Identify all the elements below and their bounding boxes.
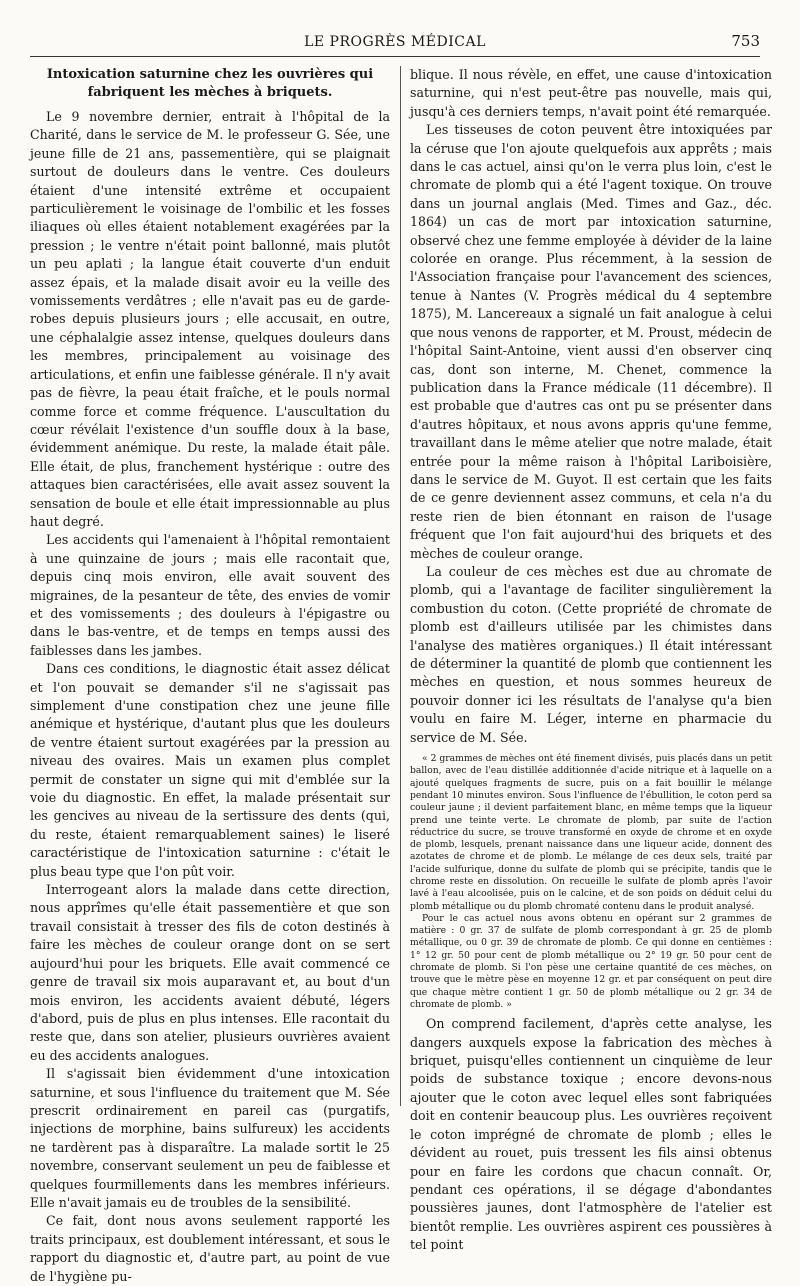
paragraph: Ce fait, dont nous avons seulement rapporté les traits principaux, est doublement intéressant, et sous le rapport du diagnostic et, d'autre part, au point de vue de l'hygiène pu- <box>30 1213 390 1284</box>
paragraph: Dans ces conditions, le diagnostic était assez délicat et l'on pouvait se demander s'il ne s'agissait pas simplement d'une constipation chez une jeune fille anémique et hystérique, d'autant plus que les douleurs de ventre étaient surtout exagérées par la pression au niveau des ovaires. Mais un examen plus complet permit de constater un signe qui mit d'emblée sur la voie du diagnostic. En effet, la malade présentait sur les gencives au niveau de la sertissure des dents (qui, du reste, étaient remarquablement saines) le liseré caractéristique de l'intoxication saturnine : c'était le plus beau type que l'on pût voir. <box>30 661 390 879</box>
paragraph: Le 9 novembre dernier, entrait à l'hôpital de la Charité, dans le service de M. le professeur G. Sée, une jeune fille de 21 ans, passementière, qui se plaignait surtout de douleurs dans le ventre. Ces douleurs étaient d'une intensité extrême et occupaient particulièrement le voisinage de l'ombilic et les fosses iliaques où elles étaient notablement exagérées par la pression ; le ventre n'était point ballonné, mais plutôt un peu aplati ; la langue était couverte d'un enduit assez épais, et la malade disait avoir eu la veille des vomissements verdâtres ; elle n'avait pas eu de garde-robes depuis plusieurs jours ; elle accusait, en outre, une céphalalgie assez intense, quelques douleurs dans les membres, principalement au voisinage des articulations, et enfin une faiblesse générale. Il n'y avait pas de fièvre, la peau était fraîche, et le pouls normal comme force et comme fréquence. L'auscultation du cœur révélait l'existence d'un souffle doux à la base, évidemment anémique. Du reste, la malade était pâle. Elle était, de plus, franchement hystérique : outre des attaques bien caractérisées, elle avait assez souvent la sensation de boule et elle était impressionnable au plus haut degré. <box>30 109 390 529</box>
paragraph: La couleur de ces mèches est due au chromate de plomb, qui a l'avantage de faciliter singulièrement la combustion du coton. (Cette propriété de chromate de plomb est d'ailleurs utilisée par les chimistes dans l'analyse des matières organiques.) Il était intéressant de déterminer la quantité de plomb que contiennent les mèches en question, et nous sommes heureux de pouvoir donner ici les résultats de l'analyse qu'a bien voulu en faire M. Léger, interne en pharmacie du service de M. Sée. <box>410 563 772 745</box>
page-header <box>30 30 760 57</box>
paragraph: Il s'agissait bien évidemment d'une intoxication saturnine, et sous l'influence du traitement que M. Sée prescrit ordinairement en pareil cas (purgatifs, injections de morphine, bains sulfureux) les accidents ne tardèrent pas à disparaître. La malade sortit le 25 novembre, conservant seulement un peu de faiblesse et quelques fourmillements dans les membres inférieurs. Elle n'avait jamais eu de troubles de la sensibilité. <box>30 1066 390 1210</box>
note-paragraph: Pour le cas actuel nous avons obtenu en opérant sur 2 grammes de matière : 0 gr. 37 de sulfate de plomb correspondant à gr. 25 de plomb métallique, ou 0 gr. 39 de chromate de plomb. Ce qui donne en centièmes : 1° 12 gr. 50 pour cent de plomb métallique ou 2° 19 gr. 50 pour cent de chromate de plomb. Si l'on pèse une certaine quantité de ces mèches, on trouve que le mètre pèse en moyenne 12 gr. et par conséquent on peut dire que chaque mètre contient 1 gr. 50 de plomb métallique ou 2 gr. 34 de chromate de plomb. » <box>410 912 772 1010</box>
running-title: LE PROGRÈS MÉDICAL <box>304 34 486 50</box>
page-number: 753 <box>731 32 760 50</box>
right-column <box>410 66 772 1253</box>
article-title: Intoxication saturnine chez les ouvrières qui fabriquent les mèches à briquets. <box>46 67 374 100</box>
paragraph: blique. Il nous révèle, en effet, une cause d'intoxication saturnine, qui n'est peut-être pas nouvelle, mais qui, jusqu'à ces derniers temps, n'avait point été remarquée. <box>410 67 772 119</box>
column-divider <box>400 66 401 1106</box>
paragraph: Les tisseuses de coton peuvent être intoxiquées par la céruse que l'on ajoute quelquefois aux apprêts ; mais dans le cas actuel, ainsi qu'on le verra plus loin, c'est le chromate de plomb qui a été l'agent toxique. On trouve dans un journal anglais (Med. Times and Gaz., déc. 1864) un cas de mort par intoxication saturnine, observé chez une femme employée à dévider de la laine colorée en orange. Plus récemment, à la session de l'Association française pour l'avancement des sciences, tenue à Nantes (V. Progrès médical du 4 septembre 1875), M. Lancereaux a signalé un fait analogue à celui que nous venons de rapporter, et M. Proust, médecin de l'hôpital Saint-Antoine, vient aussi d'en observer cinq cas, dont son interne, M. Chenet, commence la publication dans la France médicale (11 décembre). Il est probable que d'autres cas ont pu se présenter dans d'autres hôpitaux, et nous avons appris qu'une femme, travaillant dans le même atelier que notre malade, était entrée pour la même raison à l'hôpital Lariboisière, dans le service de M. Guyot. Il est certain que les faits de ce genre deviennent assez communs, et cela n'a du reste rien de bien étonnant en raison de l'usage fréquent que l'on fait aujourd'hui des briquets et des mèches de couleur orange. <box>410 122 772 561</box>
note-paragraph: « 2 grammes de mèches ont été finement divisés, puis placés dans un petit ballon, avec de l'eau distillée additionnée d'acide nitrique et à laquelle on a ajouté quelques fragments de sucre, puis on a fait bouillir le mélange pendant 10 minutes environ. Sous l'influence de l'ébullition, le coton perd sa couleur jaune ; il devient parfaitement blanc, en même temps que la liqueur prend une teinte verte. Le chromate de plomb, par suite de l'action réductrice du sucre, se trouve transformé en oxyde de chrome et en oxyde de plomb, lesquels, prenant naissance dans une liqueur acide, donnent des azotates de chrome et de plomb. Le mélange de ces deux sels, traité par l'acide sulfurique, donne du sulfate de plomb qui se précipite, tandis que le chrome reste en dissolution. On recueille le sulfate de plomb après l'avoir lavé à l'eau alcoolisée, puis on le calcine, et de son poids on déduit celui du plomb métallique ou du plomb chromaté contenu dans le produit analysé. <box>410 753 772 912</box>
paragraph: Les accidents qui l'amenaient à l'hôpital remontaient à une quinzaine de jours ; mais elle racontait que, depuis cinq mois environ, elle avait souvent des migraines, de la pesanteur de tête, des envies de vomir et des vomissements ; des douleurs à l'épigastre ou dans le bas-ventre, et de temps en temps aussi des faiblesses dans les jambes. <box>30 532 390 658</box>
left-column <box>30 66 390 1284</box>
paragraph: Interrogeant alors la malade dans cette direction, nous apprîmes qu'elle était passementière et que son travail consistait à tresser des fils de coton destinés à faire les mèches de couleur orange dont on se sert aujourd'hui pour les briquets. Elle avait commencé ce genre de travail six mois auparavant et, au bout d'un mois environ, les accidents avaient débuté, légers d'abord, puis de plus en plus intenses. Elle racontait du reste que, dans son atelier, plusieurs ouvrières avaient eu des accidents analogues. <box>30 882 390 1063</box>
analysis-note <box>410 753 772 1011</box>
paragraph: On comprend facilement, d'après cette analyse, les dangers auxquels expose la fabrication des mèches à briquet, puisqu'elles contiennent un cinquième de leur poids de substance toxique ; encore devons-nous ajouter que le coton avec lequel elles sont fabriquées doit en contenir beaucoup plus. Les ouvrières reçoivent le coton imprégné de chromate de plomb ; elles le dévident au rouet, puis tressent les fils ainsi obtenus pour en faire les cordons que chacun connaît. Or, pendant ces opérations, il se dégage d'abondantes poussières jaunes, dont l'atmosphère de l'atelier est bientôt remplie. Les ouvrières aspirent ces poussières à tel point <box>410 1016 772 1253</box>
